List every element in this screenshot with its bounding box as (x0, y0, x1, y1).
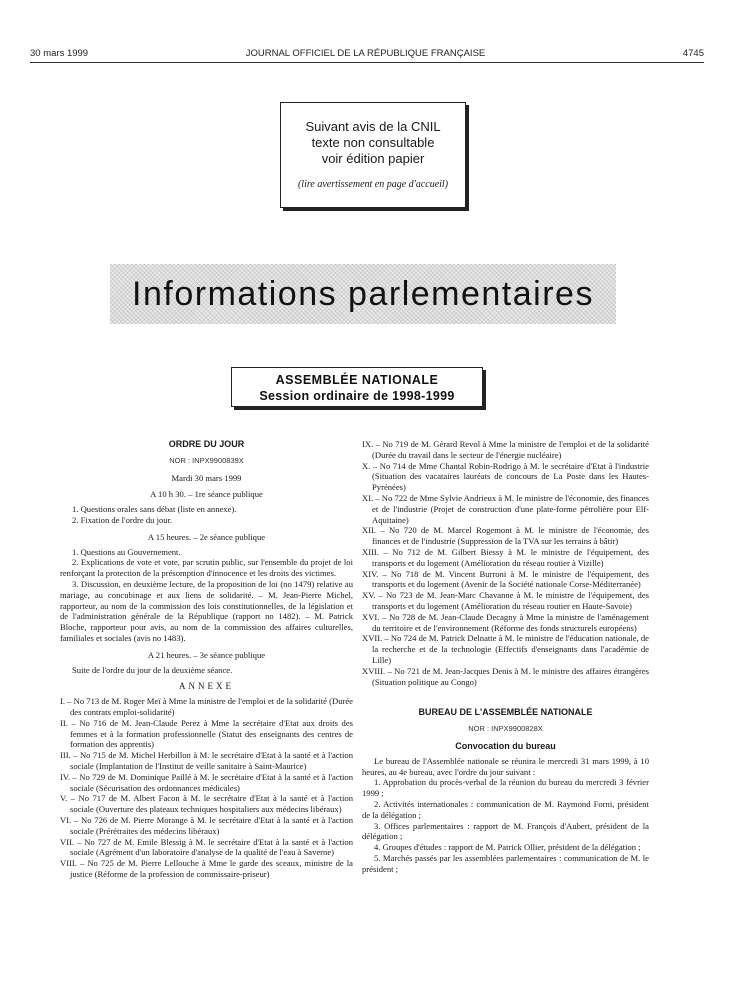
convocation-item: 4. Groupes d'études : rapport de M. Patrick Ollier, président de la délégation ; (374, 842, 641, 853)
header-journal-title: JOURNAL OFFICIEL DE LA RÉPUBLIQUE FRANÇAISE (245, 48, 486, 59)
convocation-item: 3. Offices parlementaires : rapport de M. François d'Aubert, président de la délégation ; (362, 820, 649, 842)
annexe-question: VIII. – No 725 de M. Pierre Lellouche à Mme le garde des sceaux, ministre de la justice (Réforme de la profession de commissaire-priseur) (60, 858, 353, 879)
convocation-items (362, 777, 649, 874)
convocation-item: 5. Marchés passés par les assemblées parlementaires : communication de M. le président ; (362, 852, 649, 874)
annexe-question: II. – No 716 de M. Jean-Claude Perez à Mme la secrétaire d'Etat aux droits des femmes et à la formation professionnelle (Statut des enseignants des centres de formation des apprentis) (60, 717, 353, 750)
annexe-question: V. – No 717 de M. Albert Facon à M. le secrétaire d'Etat à la santé et à l'action sociale (Ouverture des plateaux techniques hospitaliers aux médecins libéraux) (60, 793, 353, 815)
agenda-item: 2. Fixation de l'ordre du jour. (72, 514, 173, 525)
agenda-item: 1. Questions orales sans débat (liste en annexe). (72, 504, 237, 515)
annexe-question: IX. – No 719 de M. Gérard Revol à Mme la ministre de l'emploi et de la solidarité (Durée du travail dans le secteur de l'énergie nucléaire) (362, 439, 649, 460)
convocation-item: 1. Approbation du procès-verbal de la réunion du bureau du mercredi 3 février 1999 ; (362, 777, 649, 799)
annexe-list-left (60, 696, 353, 880)
cnil-line-3: voir édition papier (321, 151, 425, 166)
cnil-line-2: texte non consultable (311, 135, 435, 150)
annexe-question: I. – No 713 de M. Roger Meï à Mme la ministre de l'emploi et de la solidarité (Durée des contrats emploi-solidarité) (60, 696, 353, 717)
convocation-heading: Convocation du bureau (455, 740, 556, 751)
annexe-question: VI. – No 726 de M. Pierre Morange à M. le secrétaire d'Etat à la santé et à l'action sociale (Prérétraites des médecins libéraux) (60, 814, 353, 836)
session-2-items (60, 547, 353, 644)
header-rule (30, 62, 704, 63)
annexe-question: X. – No 714 de Mme Chantal Robin-Rodrigo à M. le secrétaire d'Etat à l'industrie (Situation des vacataires lauréats de concours de La Poste dans les Hautes-Pyrénées) (362, 460, 649, 493)
ordre-du-jour-nor: NOR : INPX9900839X (169, 455, 244, 465)
agenda-item: 3. Discussion, en deuxième lecture, de la proposition de loi (no 1479) relative au mariage, au concubinage et aux liens de solidarité. – M. Jean-Pierre Michel, rapporteur, au nom de la commission des lois constitutionnelles, de la législation et de l'administration générale de la République (rapport no 1482). – M. Patrick Bloche, rapporteur pour avis, au nom de la commission des affaires culturelles, familiales et sociales (avis no 1483). (60, 578, 353, 643)
sitting-date: Mardi 30 mars 1999 (171, 472, 242, 483)
session-3-text: Suite de l'ordre du jour de la deuxième séance. (72, 664, 233, 675)
annexe-question: XII. – No 720 de M. Marcel Rogemont à M. le ministre de l'économie, des finances et de l'industrie (Suppression de la TVA sur les terrains à bâtir) (362, 525, 649, 547)
banner-title: Informations parlementaires (132, 275, 594, 313)
right-column (362, 439, 649, 874)
bureau-nor: NOR : INPX9900828X (468, 724, 543, 734)
session-title: Session ordinaire de 1998-1999 (259, 389, 455, 403)
session-1-items (60, 504, 353, 526)
cnil-notice-box (280, 102, 466, 208)
annexe-question: XVIII. – No 721 de M. Jean-Jacques Denis à M. le ministre des affaires étrangères (Situation politique au Congo) (362, 665, 649, 687)
session-1-time: A 10 h 30. – 1re séance publique (150, 489, 263, 500)
annexe-question: XVII. – No 724 de M. Patrick Delnatte à M. le ministre de l'éducation nationale, de la recherche et de la technologie (Effectifs d'enseignants dans l'académie de Lille) (362, 633, 649, 665)
annexe-title: ANNEXE (179, 681, 234, 692)
header-date: 30 mars 1999 (30, 48, 89, 59)
ordre-du-jour-heading: ORDRE DU JOUR (168, 439, 245, 449)
left-column (60, 439, 353, 880)
annexe-question: VII. – No 727 de M. Emile Blessig à M. le secrétaire d'Etat à la santé et à l'action sociale (Agrément d'un laboratoire d'analyse de la qualité de l'eau à Saverne) (60, 836, 353, 858)
session-2-time: A 15 heures. – 2e séance publique (147, 531, 266, 542)
agenda-item: 1. Questions au Gouvernement. (72, 546, 181, 557)
annexe-question: XVI. – No 728 de M. Jean-Claude Decagny à Mme la ministre de l'aménagement du territoire et de l'environnement (Réforme des fonds structurels européens) (362, 611, 649, 633)
annexe-question: IV. – No 729 de M. Dominique Paillé à M. le secrétaire d'Etat à la santé et à l'action sociale (Sécurisation des ordonnances médicales) (60, 771, 353, 793)
agenda-item: 2. Explications de vote et vote, par scrutin public, sur l'ensemble du projet de loi renforçant la protection de la présomption d'innocence et les droits des victimes. (60, 557, 353, 579)
assemblee-nationale-box (231, 367, 483, 407)
header-page-number: 4745 (682, 48, 704, 59)
session-3-time: A 21 heures. – 3e séance publique (147, 649, 266, 660)
convocation-item: 2. Activités internationales : communication de M. Raymond Forni, président de la délégation ; (362, 798, 649, 820)
annexe-question: XIV. – No 718 de M. Vincent Burroni à M. le ministre de l'équipement, des transports et du logement (Avenir de la Société nationale Corse-Méditerranée) (362, 568, 649, 590)
assemblee-title: ASSEMBLÉE NATIONALE (275, 373, 439, 387)
annexe-question: XI. – No 722 de Mme Sylvie Andrieux à M. le ministre de l'économie, des finances et de l'industrie (Projet de construction d'une plate-forme pétrolière pour Elf-Aquitaine) (362, 492, 649, 525)
annexe-question: XIII. – No 712 de M. Gilbert Biessy à M. le ministre de l'équipement, des transports et du logement (Amélioration du réseau routier à Vizille) (362, 546, 649, 568)
cnil-line-1: Suivant avis de la CNIL (305, 119, 441, 134)
cnil-note: (lire avertissement en page d'accueil) (297, 179, 449, 190)
annexe-list-right (362, 439, 649, 687)
annexe-question: III. – No 715 de M. Michel Herbillon à M. le secrétaire d'Etat à la santé et à l'action sociale (Implantation de l'Institut de veille sanitaire à Saint-Maurice) (60, 750, 353, 771)
bureau-heading: BUREAU DE L'ASSEMBLÉE NATIONALE (418, 707, 593, 718)
convocation-intro: Le bureau de l'Assemblée nationale se réunira le mercredi 31 mars 1999, à 10 heures, au 4e bureau, avec l'ordre du jour suivant : (362, 755, 649, 777)
annexe-question: XV. – No 723 de M. Jean-Marc Chavanne à M. le ministre de l'équipement, des transports et du logement (Amélioration du réseau routier en Haute-Savoie) (362, 590, 649, 611)
